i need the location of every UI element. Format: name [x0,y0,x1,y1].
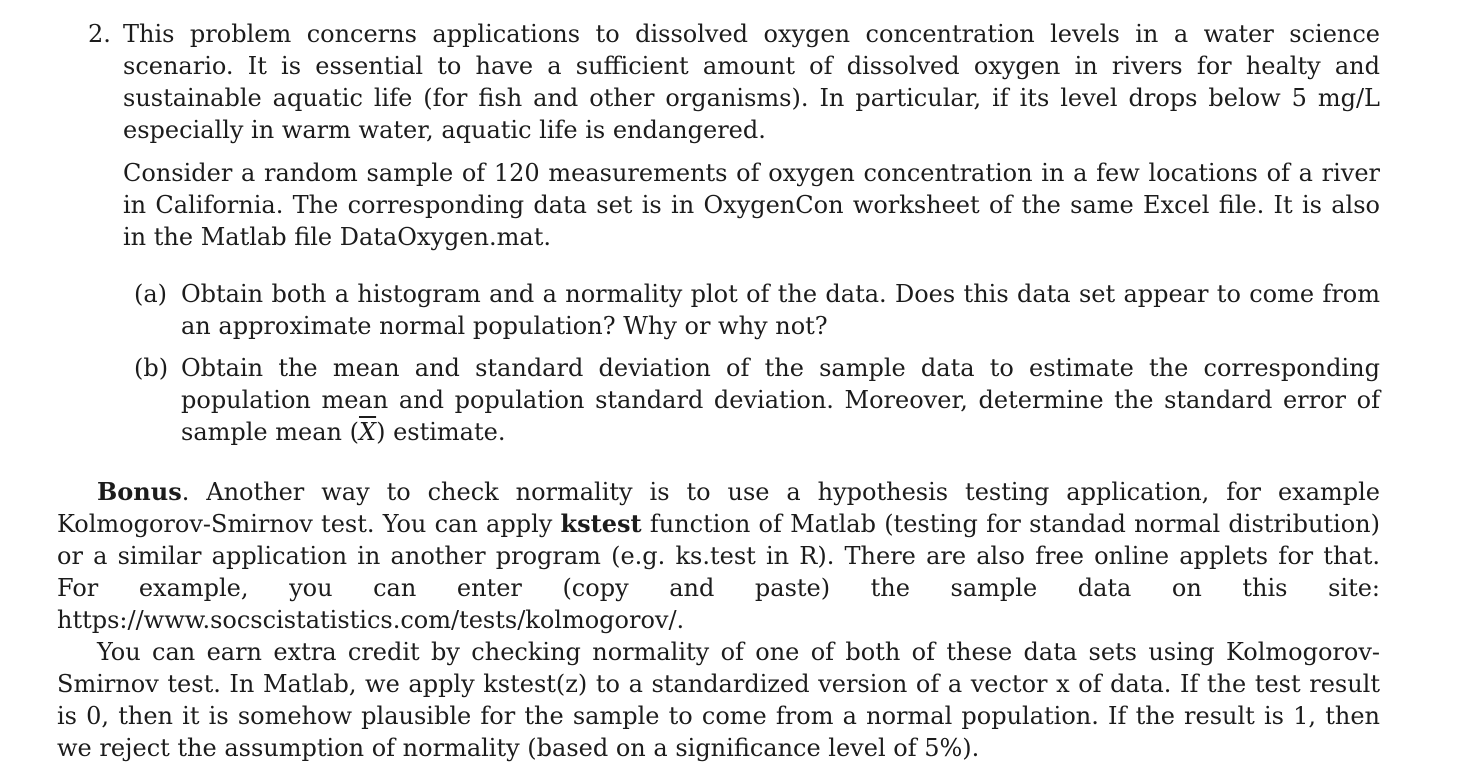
subpart-b-label: (b) [134,354,169,382]
bonus-paragraph-1 [57,476,1380,636]
bonus-p1-part-a: . Another way to check normality is to use a hypothesis testing application, for example Kolmogorov-Smirnov test. You can apply [57,478,1380,538]
subpart-b [134,352,1380,448]
subpart-a-text: Obtain both a histogram and a normality plot of the data. Does this data set appear to come from an approximate normal population? Why or why not? [181,280,1380,340]
bonus-section [57,476,1380,764]
bonus-paragraph-2: You can earn extra credit by checking normality of one of both of these data sets using Kolmogorov-Smirnov test. In Matlab, we apply kstest(z) to a standardized version of a vector x of data. If the test result is 0, then it is somehow plausible for the sample to come from a normal population. If the result is 1, then we reject the assumption of normality (based on a significance level of 5%). [57,638,1380,762]
bonus-heading: Bonus [97,477,182,506]
kstest-keyword: kstest [560,509,642,538]
sample-mean-symbol: $\overline{X}$ [358,418,377,446]
problem-number: 2. [88,20,111,48]
subpart-b-text [181,352,1380,448]
subpart-b-text-before: Obtain the mean and standard deviation of the sample data to estimate the corresponding population mean and population standard deviation. Moreover, determine the standard error of sample mean ( [181,354,1380,446]
problem-data-paragraph: Consider a random sample of 120 measurements of oxygen concentration in a few locations of a river in California. The corresponding data set is in OxygenCon worksheet of the same Excel file. It is also in the Matlab file DataOxygen.mat. [123,159,1380,251]
subpart-a [134,278,1380,342]
subparts-list [134,278,1380,448]
problem-intro-paragraph: This problem concerns applications to dissolved oxygen concentration levels in a water science scenario. It is essential to have a sufficient amount of dissolved oxygen in rivers for healty and sustainable aquatic life (for fish and other organisms). In particular, if its level drops below 5 mg/L especially in warm water, aquatic life is endangered. [123,20,1380,144]
subpart-a-label: (a) [134,280,168,308]
bonus-p1-part-b: function of Matlab (testing for standad normal distribution) or a similar application in another program (e.g. ks.test in R). There are also free online applets for that. For example, you can enter (copy and paste) the sample data on this site: https://www.socscistatistics.com/tests/kolmogorov/. [57,510,1380,634]
subpart-b-text-after: ) estimate. [376,418,506,446]
problem-body [123,18,1380,253]
